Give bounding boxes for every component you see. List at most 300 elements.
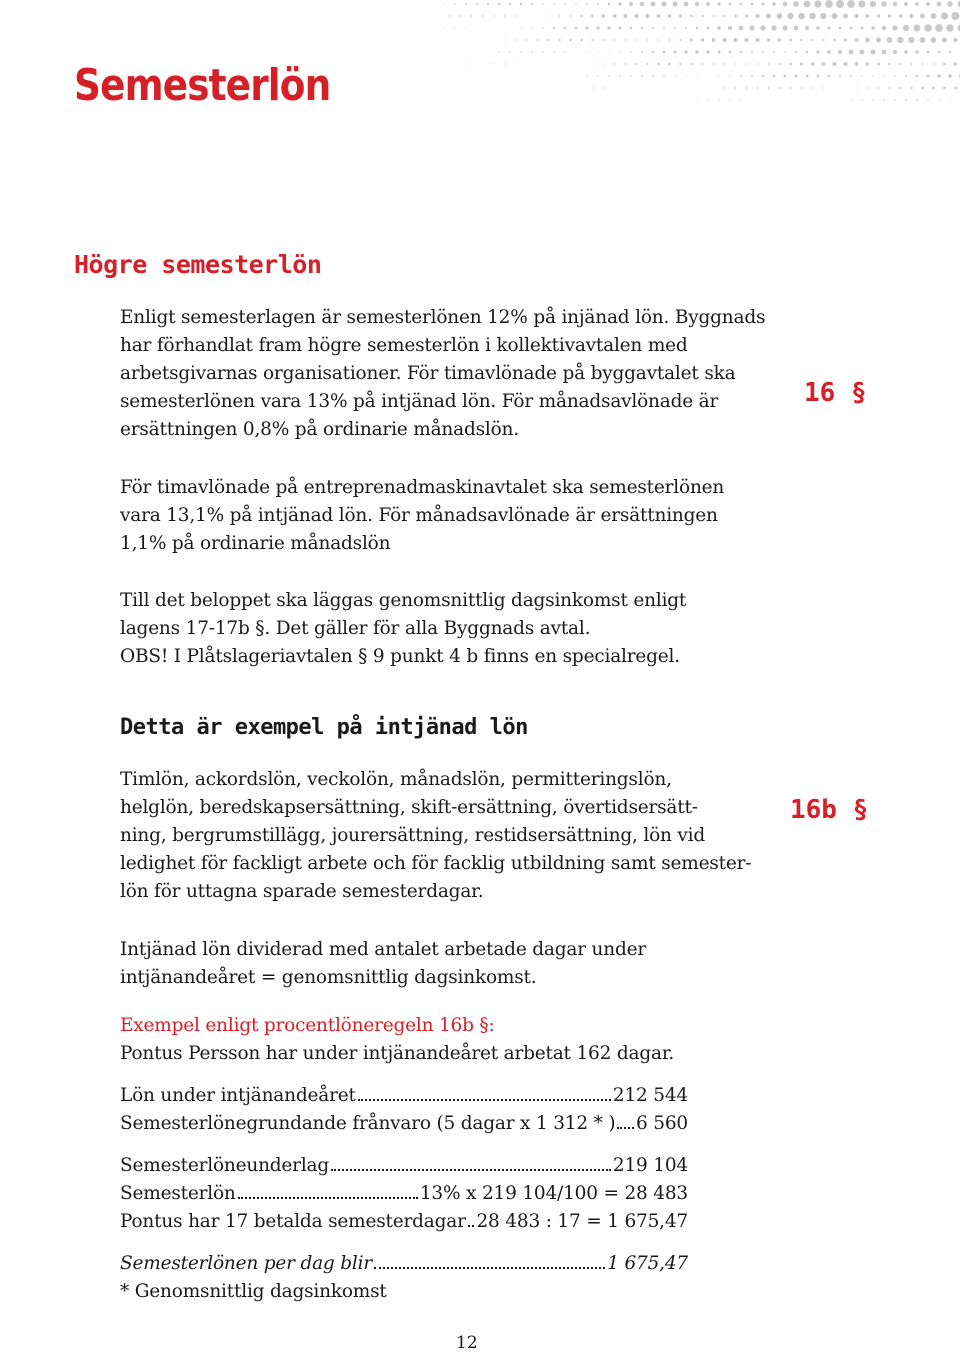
halftone-dot bbox=[564, 27, 567, 30]
halftone-dot bbox=[640, 2, 645, 7]
halftone-dot bbox=[850, 99, 851, 100]
halftone-dot bbox=[515, 63, 516, 64]
calc-heading: Exempel enligt procentlöneregeln 16b §: bbox=[120, 1015, 495, 1036]
halftone-dot bbox=[762, 75, 764, 77]
halftone-dot bbox=[729, 51, 732, 54]
halftone-dot bbox=[509, 3, 511, 5]
halftone-dot bbox=[647, 39, 648, 40]
row-value: 28 483 : 17 = 1 675,47 bbox=[476, 1211, 688, 1232]
halftone-dot bbox=[717, 2, 720, 5]
halftone-dot bbox=[510, 28, 511, 29]
halftone-dot bbox=[774, 100, 775, 101]
halftone-dot bbox=[466, 28, 467, 29]
halftone-dot bbox=[586, 51, 587, 52]
halftone-dot bbox=[641, 75, 643, 77]
halftone-dot bbox=[782, 25, 787, 30]
calc-row bbox=[120, 1250, 688, 1278]
halftone-dot bbox=[575, 3, 577, 5]
halftone-dot bbox=[790, 87, 792, 89]
halftone-dot bbox=[652, 27, 654, 29]
halftone-dot bbox=[823, 87, 824, 88]
halftone-decoration bbox=[440, 0, 960, 110]
halftone-dot bbox=[948, 74, 952, 78]
halftone-dot bbox=[614, 63, 615, 64]
halftone-dot bbox=[537, 39, 539, 41]
halftone-dot bbox=[657, 14, 661, 18]
halftone-dot bbox=[526, 63, 527, 64]
halftone-dot bbox=[482, 63, 483, 64]
halftone-dot bbox=[520, 3, 522, 5]
halftone-dot bbox=[460, 15, 462, 17]
halftone-dot bbox=[947, 1, 953, 7]
halftone-dot bbox=[603, 87, 604, 88]
halftone-dot bbox=[822, 62, 826, 66]
halftone-dot bbox=[893, 50, 897, 54]
section-heading: Högre semesterlön bbox=[74, 250, 322, 279]
halftone-dot bbox=[935, 24, 943, 32]
halftone-dot bbox=[635, 63, 637, 65]
halftone-dot bbox=[581, 87, 582, 88]
halftone-dot bbox=[740, 3, 743, 6]
halftone-dot bbox=[537, 15, 538, 16]
text-line: 1,1% på ordinarie månadslön bbox=[120, 533, 391, 554]
halftone-dot bbox=[580, 39, 582, 41]
halftone-dot bbox=[787, 13, 793, 19]
text-line: lagens 17-17b §. Det gäller för alla Byggnads avtal. bbox=[120, 618, 591, 639]
halftone-dot bbox=[625, 63, 627, 65]
row-label: Semesterlönegrundande frånvaro (5 dagar x 1 312 * ) bbox=[120, 1113, 616, 1134]
halftone-dot bbox=[749, 25, 754, 30]
halftone-dot bbox=[526, 39, 528, 41]
halftone-dot bbox=[598, 52, 599, 53]
halftone-dot bbox=[729, 75, 730, 76]
halftone-dot bbox=[504, 63, 505, 64]
halftone-dot bbox=[872, 75, 873, 76]
halftone-dot bbox=[658, 39, 660, 41]
halftone-dot bbox=[641, 27, 643, 29]
halftone-dot bbox=[686, 100, 687, 101]
halftone-dot bbox=[861, 27, 864, 30]
halftone-dot bbox=[867, 87, 868, 88]
leader-dots bbox=[358, 1098, 611, 1101]
halftone-dot bbox=[717, 26, 720, 29]
halftone-dot bbox=[722, 38, 726, 42]
halftone-dot bbox=[630, 51, 632, 53]
row-value: 13% x 219 104/100 = 28 483 bbox=[419, 1183, 688, 1204]
leader-dots bbox=[238, 1196, 418, 1199]
halftone-dot bbox=[899, 63, 901, 65]
halftone-dot bbox=[927, 99, 928, 100]
halftone-dot bbox=[836, 0, 844, 8]
halftone-dot bbox=[707, 27, 710, 30]
halftone-dot bbox=[690, 63, 692, 65]
halftone-dot bbox=[591, 15, 594, 18]
halftone-dot bbox=[951, 12, 959, 20]
halftone-dot bbox=[663, 27, 665, 29]
halftone-dot bbox=[707, 99, 708, 100]
row-value: 1 675,47 bbox=[607, 1253, 688, 1274]
halftone-dot bbox=[630, 75, 632, 77]
halftone-dot bbox=[515, 15, 516, 16]
halftone-dot bbox=[757, 87, 759, 89]
calc-row bbox=[120, 1208, 688, 1236]
halftone-dot bbox=[844, 62, 848, 66]
halftone-dot bbox=[657, 63, 660, 66]
halftone-dot bbox=[482, 15, 484, 17]
row-value: 212 544 bbox=[612, 1085, 688, 1106]
halftone-dot bbox=[825, 0, 833, 8]
text-line: vara 13,1% på intjänad lön. För månadsavlönade är ersättningen bbox=[120, 505, 718, 526]
halftone-dot bbox=[592, 87, 593, 88]
halftone-dot bbox=[816, 26, 819, 29]
halftone-dot bbox=[779, 87, 781, 89]
halftone-dot bbox=[757, 63, 758, 64]
halftone-dot bbox=[724, 63, 725, 64]
halftone-dot bbox=[636, 39, 637, 40]
halftone-dot bbox=[537, 64, 538, 65]
halftone-dot bbox=[575, 27, 578, 30]
halftone-dot bbox=[784, 75, 787, 78]
halftone-dot bbox=[679, 39, 681, 41]
text-line: har förhandlat fram högre semesterlön i kollektivavtalen med bbox=[120, 335, 688, 356]
halftone-dot bbox=[751, 75, 753, 77]
halftone-dot bbox=[814, 0, 821, 7]
halftone-dot bbox=[795, 75, 798, 78]
text-line: Enligt semesterlagen är semesterlönen 12% på injänad lön. Byggnads bbox=[120, 307, 766, 328]
halftone-dot bbox=[783, 2, 788, 7]
halftone-dot bbox=[866, 62, 869, 65]
halftone-dot bbox=[608, 3, 611, 6]
halftone-dot bbox=[531, 27, 532, 28]
halftone-dot bbox=[668, 63, 671, 66]
halftone-dot bbox=[684, 2, 689, 7]
halftone-dot bbox=[471, 64, 472, 65]
halftone-dot bbox=[856, 87, 857, 88]
halftone-dot bbox=[767, 38, 771, 42]
halftone-dot bbox=[498, 3, 500, 5]
halftone-dot bbox=[706, 2, 710, 6]
text-line: Intjänad lön dividerad med antalet arbetade dagar under bbox=[120, 939, 646, 960]
halftone-dot bbox=[520, 27, 521, 28]
halftone-dot bbox=[927, 75, 930, 78]
halftone-dot bbox=[767, 87, 769, 89]
halftone-dot bbox=[919, 37, 925, 43]
halftone-dot bbox=[828, 75, 830, 77]
halftone-dot bbox=[679, 63, 681, 65]
halftone-dot bbox=[849, 50, 854, 55]
reference-16: 16 § bbox=[804, 378, 867, 408]
halftone-dot bbox=[795, 51, 797, 53]
halftone-dot bbox=[646, 63, 648, 65]
halftone-dot bbox=[777, 13, 783, 19]
halftone-dot bbox=[937, 74, 940, 77]
halftone-dot bbox=[855, 38, 859, 42]
halftone-dot bbox=[872, 99, 874, 101]
halftone-dot bbox=[905, 99, 907, 101]
halftone-dot bbox=[766, 14, 771, 19]
halftone-dot bbox=[949, 51, 951, 53]
halftone-dot bbox=[619, 27, 622, 30]
halftone-dot bbox=[771, 25, 776, 30]
halftone-dot bbox=[493, 63, 494, 64]
text-line: För timavlönade på entreprenadmaskinavtalet ska semesterlönen bbox=[120, 477, 725, 498]
halftone-dot bbox=[839, 27, 842, 30]
halftone-dot bbox=[816, 50, 819, 53]
halftone-dot bbox=[745, 14, 748, 17]
halftone-dot bbox=[865, 38, 870, 43]
halftone-dot bbox=[614, 39, 616, 41]
halftone-dot bbox=[548, 15, 549, 16]
halftone-dot bbox=[943, 63, 946, 66]
halftone-dot bbox=[954, 62, 957, 65]
halftone-dot bbox=[883, 99, 885, 101]
calc-rows-c bbox=[120, 1250, 688, 1306]
halftone-dot bbox=[798, 13, 805, 20]
halftone-dot bbox=[488, 28, 489, 29]
halftone-dot bbox=[938, 51, 940, 53]
halftone-dot bbox=[619, 75, 621, 77]
halftone-dot bbox=[679, 15, 682, 18]
halftone-dot bbox=[909, 14, 913, 18]
halftone-dot bbox=[922, 63, 924, 65]
halftone-dot bbox=[487, 51, 488, 52]
halftone-dot bbox=[669, 39, 671, 41]
halftone-dot bbox=[608, 75, 610, 77]
text-line: Timlön, ackordslön, veckolön, månadslön, permitteringslön, bbox=[120, 769, 672, 790]
halftone-dot bbox=[591, 39, 593, 41]
page-title: Semesterlön bbox=[74, 60, 331, 111]
row-value: 6 560 bbox=[636, 1113, 688, 1134]
halftone-dot bbox=[718, 99, 719, 100]
halftone-dot bbox=[625, 39, 626, 40]
halftone-dot bbox=[580, 15, 582, 17]
text-line: helglön, beredskapsersättning, skift-ersättning, övertidsersätt- bbox=[120, 797, 698, 818]
halftone-dot bbox=[526, 15, 527, 16]
halftone-dot bbox=[876, 37, 881, 42]
page-number: 12 bbox=[456, 1333, 478, 1353]
halftone-dot bbox=[443, 27, 444, 28]
halftone-dot bbox=[592, 64, 593, 65]
text-line: ledighet för fackligt arbete och för facklig utbildning samt semester- bbox=[120, 853, 752, 874]
row-label: Lön under intjänandeåret bbox=[120, 1085, 356, 1106]
halftone-dot bbox=[708, 76, 709, 77]
halftone-dot bbox=[493, 15, 495, 17]
halftone-dot bbox=[740, 99, 741, 100]
halftone-dot bbox=[845, 88, 846, 89]
halftone-dot bbox=[833, 39, 836, 42]
halftone-dot bbox=[443, 3, 444, 4]
halftone-dot bbox=[641, 51, 643, 53]
halftone-dot bbox=[811, 62, 814, 65]
halftone-dot bbox=[586, 3, 588, 5]
halftone-dot bbox=[894, 75, 896, 77]
halftone-dot bbox=[800, 62, 803, 65]
halftone-dot bbox=[789, 63, 792, 66]
halftone-dot bbox=[735, 87, 737, 89]
calc-row bbox=[120, 1082, 688, 1110]
halftone-dot bbox=[930, 13, 936, 19]
halftone-dot bbox=[668, 14, 671, 17]
halftone-dot bbox=[724, 87, 725, 88]
halftone-dot bbox=[812, 87, 813, 88]
halftone-dot bbox=[908, 37, 914, 43]
calc-rows-a bbox=[120, 1082, 688, 1138]
row-label: Semesterlönen per dag blir bbox=[120, 1253, 372, 1274]
halftone-dot bbox=[843, 13, 848, 18]
halftone-dot bbox=[938, 99, 939, 100]
halftone-dot bbox=[858, 0, 865, 7]
halftone-dot bbox=[794, 26, 799, 31]
halftone-dot bbox=[685, 75, 686, 76]
halftone-dot bbox=[696, 99, 697, 100]
halftone-dot bbox=[548, 64, 549, 65]
halftone-dot bbox=[585, 26, 588, 29]
halftone-dot bbox=[921, 87, 924, 90]
halftone-dot bbox=[603, 63, 604, 64]
halftone-dot bbox=[701, 15, 703, 17]
halftone-dot bbox=[718, 75, 719, 76]
halftone-dot bbox=[801, 87, 803, 89]
halftone-dot bbox=[570, 88, 571, 89]
halftone-dot bbox=[564, 3, 565, 4]
halftone-dot bbox=[498, 51, 499, 52]
halftone-dot bbox=[942, 38, 947, 43]
halftone-dot bbox=[558, 39, 560, 41]
halftone-dot bbox=[614, 87, 615, 88]
halftone-dot bbox=[746, 63, 747, 64]
halftone-dot bbox=[949, 99, 950, 100]
halftone-dot bbox=[920, 14, 925, 19]
halftone-dot bbox=[695, 50, 698, 53]
halftone-dot bbox=[905, 75, 907, 77]
halftone-dot bbox=[636, 88, 637, 89]
halftone-dot bbox=[806, 75, 809, 78]
halftone-dot bbox=[734, 15, 737, 18]
text-line: ersättningen 0,8% på ordinarie månadslön. bbox=[120, 419, 519, 440]
halftone-dot bbox=[954, 87, 957, 90]
halftone-dot bbox=[832, 13, 838, 19]
halftone-dot bbox=[515, 39, 516, 40]
halftone-dot bbox=[881, 1, 886, 6]
halftone-dot bbox=[652, 75, 654, 77]
halftone-dot bbox=[553, 27, 555, 29]
halftone-dot bbox=[926, 2, 930, 6]
example-heading: Detta är exempel på intjänad lön bbox=[120, 715, 528, 740]
definition-paragraph bbox=[120, 936, 646, 992]
halftone-dot bbox=[696, 27, 698, 29]
halftone-dot bbox=[672, 1, 677, 6]
text-line: intjänandeåret = genomsnittlig dagsinkomst. bbox=[120, 967, 537, 988]
halftone-dot bbox=[570, 15, 572, 17]
text-line: OBS! I Plåtslageriavtalen § 9 punkt 4 b finns en specialregel. bbox=[120, 646, 680, 667]
halftone-dot bbox=[916, 99, 918, 101]
halftone-dot bbox=[625, 87, 626, 88]
halftone-dot bbox=[735, 63, 736, 64]
halftone-dot bbox=[465, 3, 467, 5]
halftone-dot bbox=[844, 38, 847, 41]
text-line: ning, bergrumstillägg, jourersättning, restidsersättning, lön vid bbox=[120, 825, 706, 846]
halftone-dot bbox=[712, 15, 714, 17]
halftone-dot bbox=[931, 37, 937, 43]
halftone-dot bbox=[723, 15, 725, 17]
halftone-dot bbox=[569, 39, 571, 41]
halftone-dot bbox=[624, 14, 628, 18]
halftone-dot bbox=[941, 12, 948, 19]
halftone-dot bbox=[784, 51, 786, 53]
halftone-dot bbox=[630, 27, 633, 30]
halftone-dot bbox=[712, 38, 716, 42]
halftone-dot bbox=[839, 75, 841, 77]
leader-dots bbox=[374, 1266, 605, 1269]
paragraph-2 bbox=[120, 474, 724, 558]
halftone-dot bbox=[834, 87, 835, 88]
halftone-dot bbox=[827, 50, 831, 54]
halftone-dot bbox=[809, 13, 816, 20]
halftone-dot bbox=[531, 51, 533, 53]
halftone-dot bbox=[728, 26, 732, 30]
halftone-dot bbox=[899, 14, 902, 17]
halftone-dot bbox=[499, 28, 500, 29]
halftone-dot bbox=[740, 75, 742, 77]
halftone-dot bbox=[553, 51, 555, 53]
text-line: arbetsgivarnas organisationer. För timavlönade på byggavtalet ska bbox=[120, 363, 736, 384]
halftone-dot bbox=[663, 51, 666, 54]
reference-16b: 16b § bbox=[790, 795, 869, 825]
halftone-dot bbox=[565, 76, 566, 77]
halftone-dot bbox=[932, 63, 934, 65]
halftone-dot bbox=[603, 39, 605, 41]
halftone-dot bbox=[847, 0, 855, 8]
halftone-dot bbox=[887, 37, 893, 43]
halftone-dot bbox=[690, 15, 693, 18]
halftone-dot bbox=[915, 2, 919, 6]
halftone-dot bbox=[695, 2, 699, 6]
calc-row bbox=[120, 1180, 688, 1208]
halftone-dot bbox=[916, 75, 918, 77]
halftone-dot bbox=[542, 27, 544, 29]
paragraph-3 bbox=[120, 587, 686, 671]
example-paragraph bbox=[120, 766, 751, 906]
halftone-dot bbox=[755, 38, 759, 42]
halftone-dot bbox=[878, 87, 879, 88]
halftone-dot bbox=[778, 38, 781, 41]
halftone-dot bbox=[559, 88, 560, 89]
halftone-dot bbox=[820, 13, 826, 19]
text-line: Pontus Persson har under intjänandeåret arbetat 162 dagar. bbox=[120, 1043, 675, 1064]
halftone-dot bbox=[897, 37, 903, 43]
halftone-dot bbox=[559, 15, 560, 16]
halftone-dot bbox=[833, 62, 837, 66]
halftone-dot bbox=[520, 51, 522, 53]
halftone-dot bbox=[840, 100, 841, 101]
halftone-dot bbox=[504, 39, 505, 40]
halftone-dot bbox=[883, 75, 884, 76]
halftone-dot bbox=[706, 50, 709, 53]
halftone-dot bbox=[542, 51, 544, 53]
halftone-dot bbox=[927, 51, 930, 54]
halftone-dot bbox=[564, 51, 565, 52]
halftone-dot bbox=[910, 87, 912, 89]
halftone-dot bbox=[904, 2, 908, 6]
halftone-dot bbox=[547, 39, 549, 41]
halftone-dot bbox=[652, 51, 654, 53]
halftone-dot bbox=[596, 26, 599, 29]
halftone-dot bbox=[673, 50, 676, 53]
halftone-dot bbox=[877, 63, 880, 66]
halftone-dot bbox=[943, 87, 946, 90]
row-label: Pontus har 17 betalda semesterdagar bbox=[120, 1211, 466, 1232]
halftone-dot bbox=[685, 27, 687, 29]
